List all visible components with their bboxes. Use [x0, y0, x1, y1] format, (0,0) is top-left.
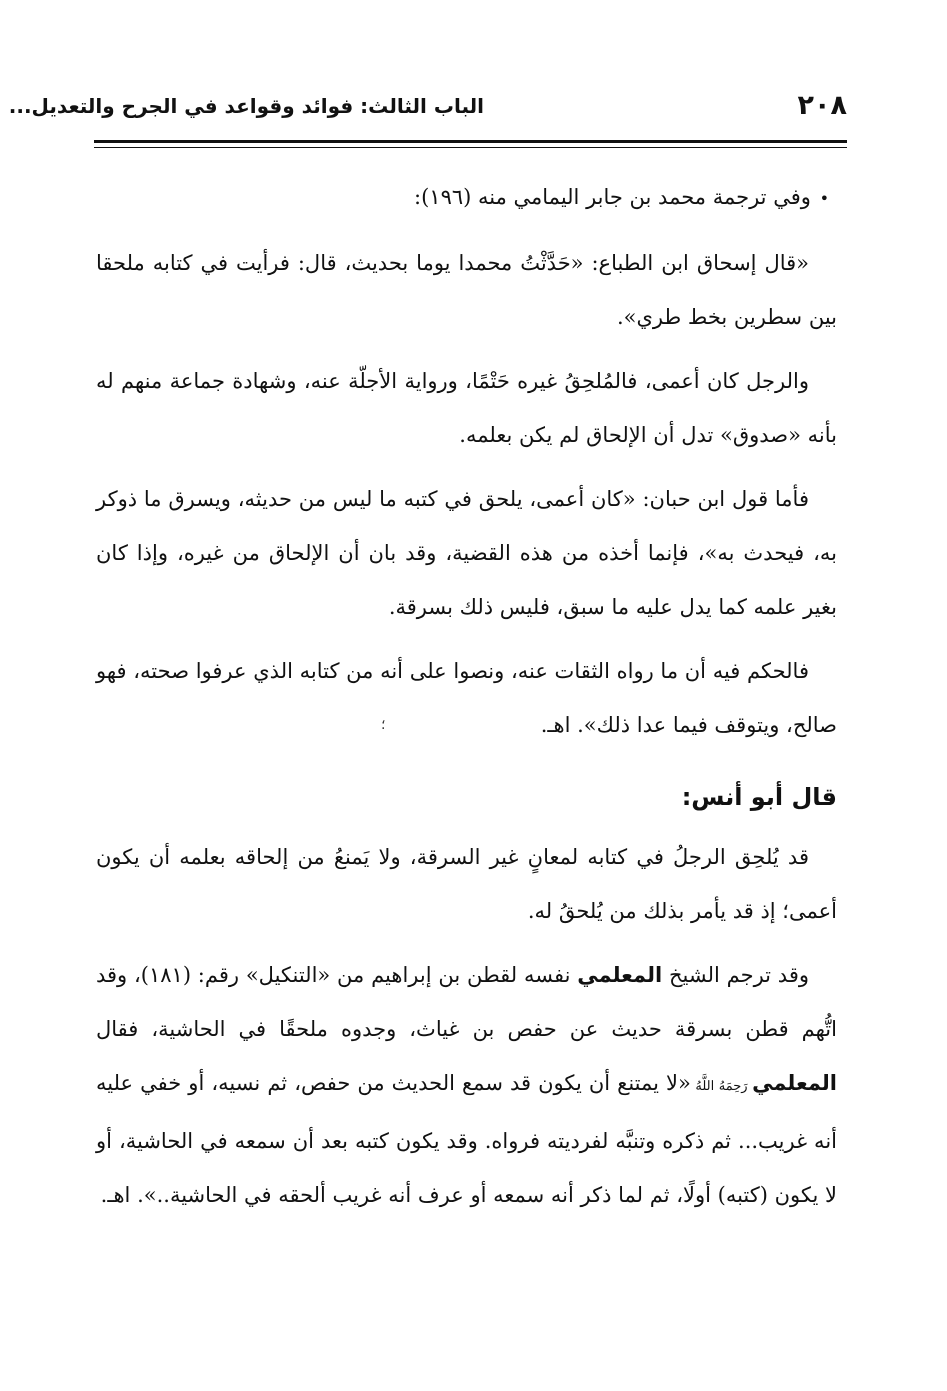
paragraph-abu-anas: قد يُلحِق الرجلُ في كتابه لمعانٍ غير السرقة، ولا يَمنعُ من إلحاقه بعلمه أن يكون أعمى؛ إذ قد يأمر بذلك من يُلحقُ له.	[96, 845, 837, 923]
bullet-item	[96, 170, 837, 226]
bullet-icon: •	[819, 189, 829, 208]
bullet-text: وفي ترجمة محمد بن جابر اليمامي منه (١٩٦):	[414, 185, 811, 209]
author-name: المعلمي	[577, 963, 663, 987]
paragraph-muallimi-part-2: نفسه لقطن بن إبراهيم من «التنكيل» رقم: (١٨١)، وقد اتُّهم قطن بسرقة حديث عن حفص بن غياث، وجدوه ملحقًا في الحاشية، فقال	[96, 963, 837, 1041]
header-rule-thick	[94, 140, 847, 143]
running-head: الباب الثالث: فوائد وقواعد في الجرح والتعديل...	[8, 94, 484, 118]
header-rule-thin	[94, 147, 847, 148]
paragraph-muallimi-part-3: «لا يمتنع أن يكون قد سمع الحديث من حفص، ثم نسيه، أو خفي عليه أنه غريب... ثم ذكره وتنبَّه لفرديته فرواه. وقد يكون كتبه بعد أن سمعه في الحاشية، أو لا يكون (كتبه) أولًا، ثم لما ذكر أنه سمعه أو عرف أنه غريب ألحقه في الحاشية..». اهـ.	[96, 1071, 837, 1207]
quote-ibn-tabba: «قال إسحاق ابن الطباع: «حَدَّثْتُ محمدا يوما بحديث، قال: فرأيت في كتابه ملحقا بين سطرين بخط طري».	[96, 251, 837, 329]
page-header	[8, 88, 847, 132]
paragraph-ibn-hibban: فأما قول ابن حبان: «كان أعمى، يلحق في كتبه ما ليس من حديثه، ويسرق ما ذوكر به، فيحدث به»، فإنما أخذه من هذه القضية، وقد بان أن الإلحاق من غيره، وإذا كان بغير علمه كما يدل عليه ما سبق، فليس ذلك بسرقة.	[96, 487, 837, 619]
author-name: المعلمي	[752, 1071, 837, 1095]
stray-mark: ؛	[381, 717, 386, 733]
paragraph-ruling: فالحكم فيه أن ما رواه الثقات عنه، ونصوا على أنه من كتابه الذي عرفوا صحته، فهو صالح، ويتوقف فيما عدا ذلك». اهـ.	[96, 659, 837, 737]
page-body	[96, 170, 837, 1232]
paragraph-muallimi	[96, 948, 837, 1222]
honorific-phrase: رَحِمَهُ اللَّهُ	[690, 1079, 753, 1094]
paragraph-muallimi-part-1: وقد ترجم الشيخ	[662, 963, 809, 987]
paragraph-blind-man: والرجل كان أعمى، فالمُلحِقُ غيره حَتْمًا، ورواية الأجلّة عنه، وشهادة جماعة منهم له بأنه «صدوق» تدل أن الإلحاق لم يكن بعلمه.	[96, 369, 837, 447]
page-number: ٢٠٨	[797, 90, 847, 121]
section-heading: قال أبو أنس:	[681, 783, 837, 811]
